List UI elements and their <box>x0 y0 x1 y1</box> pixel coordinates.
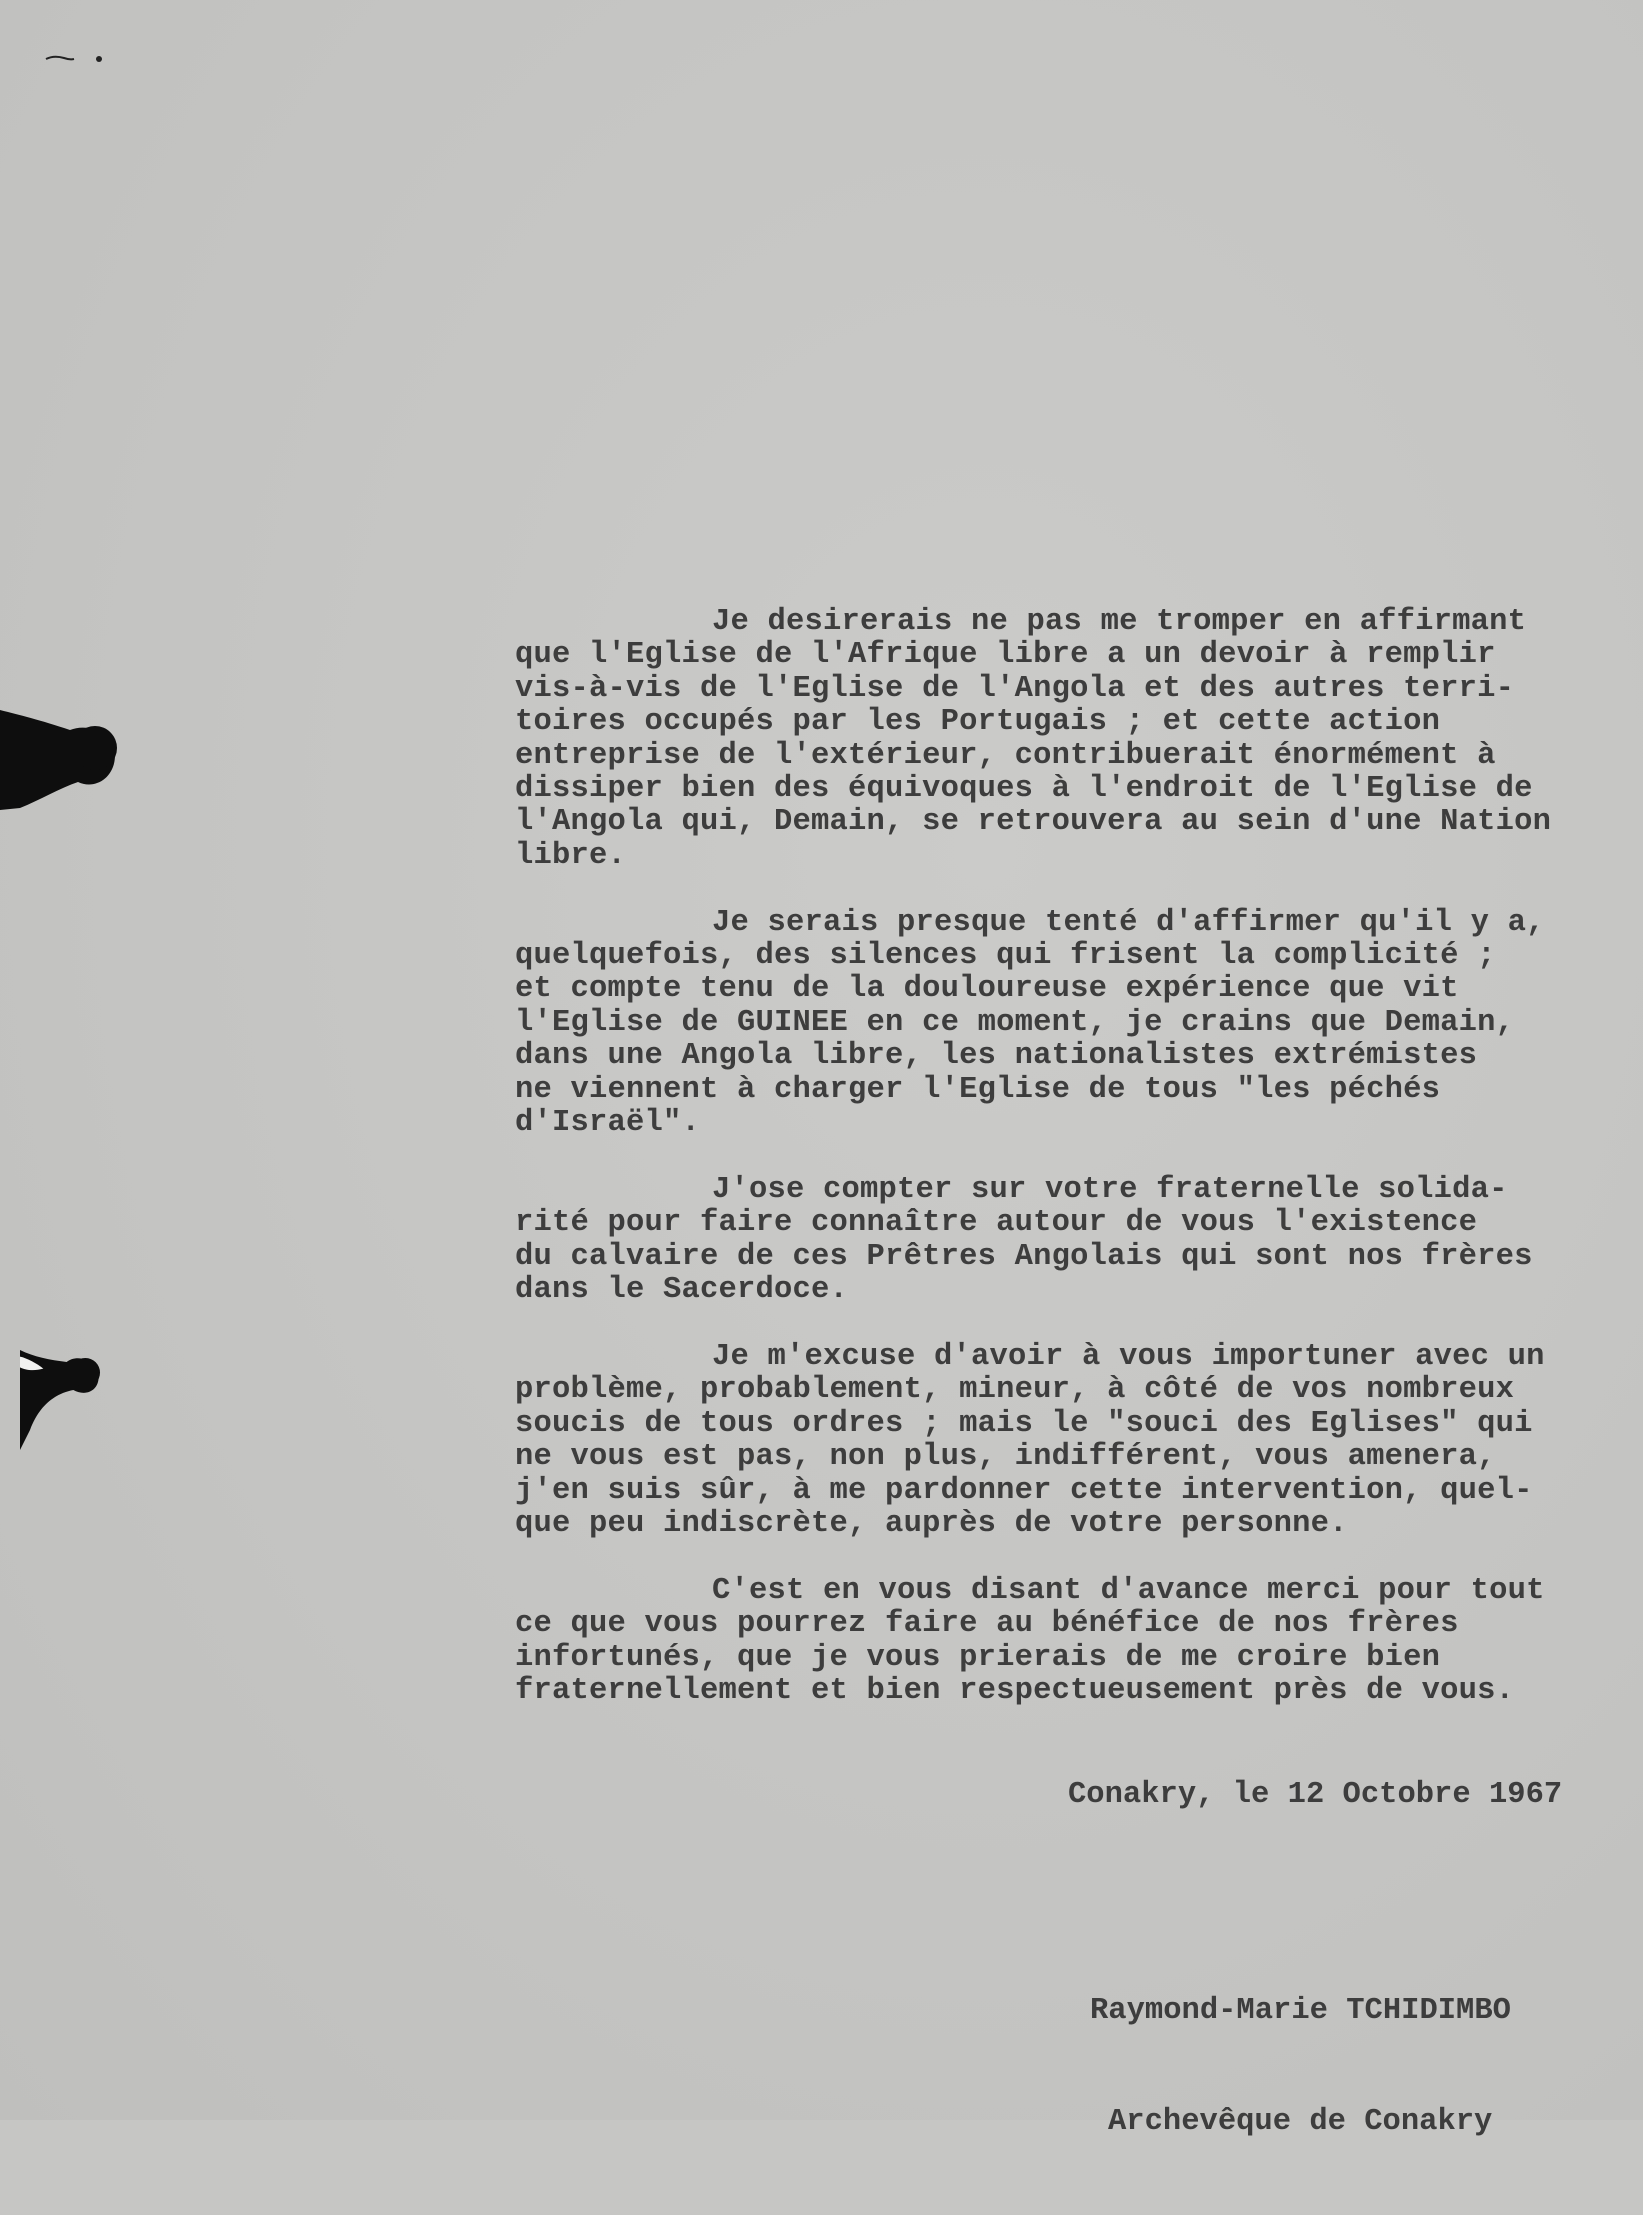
text-line: Je desirerais ne pas me tromper en affirmant <box>712 605 1527 639</box>
text-line: j'en suis sûr, à me pardonner cette intervention, quel- <box>515 1473 1533 1508</box>
text-line: ce que vous pourrez faire au bénéfice de nos frères <box>515 1607 1459 1642</box>
text-line: ne viennent à charger l'Eglise de tous "les péchés <box>515 1072 1441 1107</box>
paragraph-1 <box>515 606 1635 873</box>
signatory-name: Raymond-Marie TCHIDIMBO <box>1090 1994 1511 2028</box>
text-line: du calvaire de ces Prêtres Angolais qui sont nos frères <box>515 1239 1533 1274</box>
text-line: soucis de tous ordres ; mais le "souci des Eglises" qui <box>515 1406 1533 1441</box>
letter-body <box>515 606 1635 1742</box>
text-line: l'Angola qui, Demain, se retrouvera au sein d'une Nation <box>515 805 1552 840</box>
paragraph-3 <box>515 1174 1635 1308</box>
text-line: J'ose compter sur votre fraternelle solida- <box>712 1172 1508 1207</box>
text-line: d'Israël". <box>515 1106 701 1141</box>
text-line: entreprise de l'extérieur, contribuerait énormément à <box>515 738 1496 773</box>
text-line: Je m'excuse d'avoir à vous importuner avec un <box>712 1339 1545 1374</box>
binder-hole-top <box>0 690 120 810</box>
text-line: l'Eglise de GUINEE en ce moment, je crains que Demain, <box>515 1005 1515 1040</box>
text-line: vis-à-vis de l'Eglise de l'Angola et des autres terri- <box>515 671 1515 706</box>
signatory-title: Archevêque de Conakry <box>1108 2105 1493 2139</box>
text-line: dans une Angola libre, les nationalistes extrémistes <box>515 1039 1478 1074</box>
place-date: Conakry, le 12 Octobre 1967 <box>1068 1778 1563 1812</box>
text-line: dans le Sacerdoce. <box>515 1273 849 1308</box>
paragraph-5 <box>515 1575 1635 1709</box>
text-line: rité pour faire connaître autour de vous l'existence <box>515 1206 1478 1241</box>
text-line: que peu indiscrète, auprès de votre personne. <box>515 1506 1348 1541</box>
text-line: quelquefois, des silences qui frisent la complicité ; <box>515 939 1496 974</box>
text-line: que l'Eglise de l'Afrique libre a un devoir à remplir <box>515 638 1496 673</box>
paragraph-2 <box>515 907 1635 1141</box>
text-line: toires occupés par les Portugais ; et cette action <box>515 705 1441 740</box>
text-line: ne vous est pas, non plus, indifférent, vous amenera, <box>515 1440 1496 1475</box>
text-line: Je serais presque tenté d'affirmer qu'il y a, <box>712 905 1545 940</box>
text-line: dissiper bien des équivoques à l'endroit de l'Eglise de <box>515 772 1533 807</box>
text-line: problème, probablement, mineur, à côté de vos nombreux <box>515 1373 1515 1408</box>
text-line: libre. <box>515 838 627 873</box>
text-line: et compte tenu de la douloureuse expérience que vit <box>515 972 1459 1007</box>
binder-hole-bottom <box>0 1330 120 1450</box>
text-line: fraternellement et bien respectueusement près de vous. <box>515 1673 1515 1708</box>
paragraph-4 <box>515 1341 1635 1541</box>
signature-block <box>1090 1919 1511 2215</box>
text-line: C'est en vous disant d'avance merci pour tout <box>712 1573 1545 1608</box>
text-line: infortunés, que je vous prierais de me croire bien <box>515 1640 1441 1675</box>
ink-mark <box>44 52 104 66</box>
